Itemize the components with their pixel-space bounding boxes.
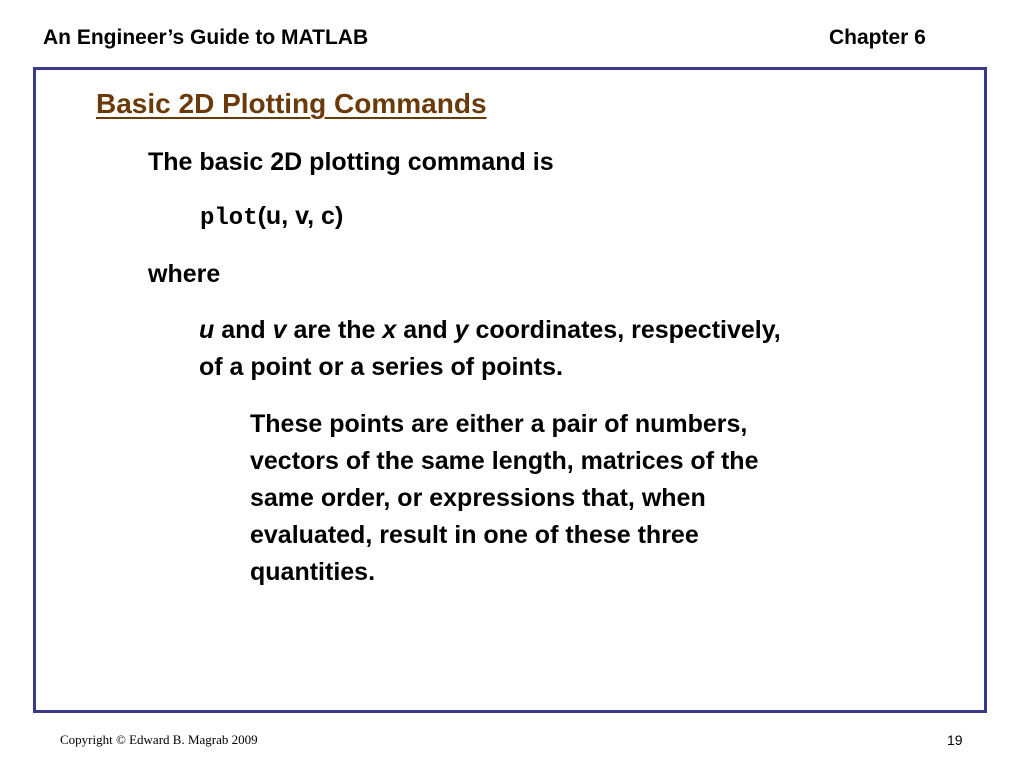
are-the-text: are the [286, 316, 383, 344]
detail-line: same order, or expressions that, when [250, 484, 706, 512]
detail-line: evaluated, result in one of these three [250, 521, 699, 549]
slide-title: Basic 2D Plotting Commands [96, 88, 487, 119]
var-u: u [199, 316, 215, 344]
var-y: y [454, 316, 469, 344]
plot-function-name: plot [200, 205, 258, 232]
detail-line: quantities. [250, 558, 376, 586]
coordinates-text: coordinates, respectively, [468, 316, 781, 344]
plot-command [200, 198, 343, 237]
detail-paragraph [250, 406, 950, 591]
where-label: where [148, 260, 221, 288]
copyright-notice: Copyright © Edward B. Magrab 2009 [60, 732, 258, 747]
page-number: 19 [947, 732, 963, 748]
chapter-label: Chapter 6 [829, 26, 926, 49]
definition-line-1 [199, 312, 781, 349]
detail-line: vectors of the same length, matrices of the [250, 447, 759, 475]
intro-text: The basic 2D plotting command is [148, 148, 554, 176]
and-text-1: and [214, 316, 273, 344]
var-v: v [272, 316, 287, 344]
and-text-2: and [396, 316, 455, 344]
var-x: x [382, 316, 397, 344]
definition-line-2: of a point or a series of points. [199, 353, 563, 381]
book-title: An Engineer’s Guide to MATLAB [43, 26, 369, 49]
plot-args: (u, v, c) [257, 202, 344, 230]
detail-line: These points are either a pair of numbers, [250, 410, 748, 438]
